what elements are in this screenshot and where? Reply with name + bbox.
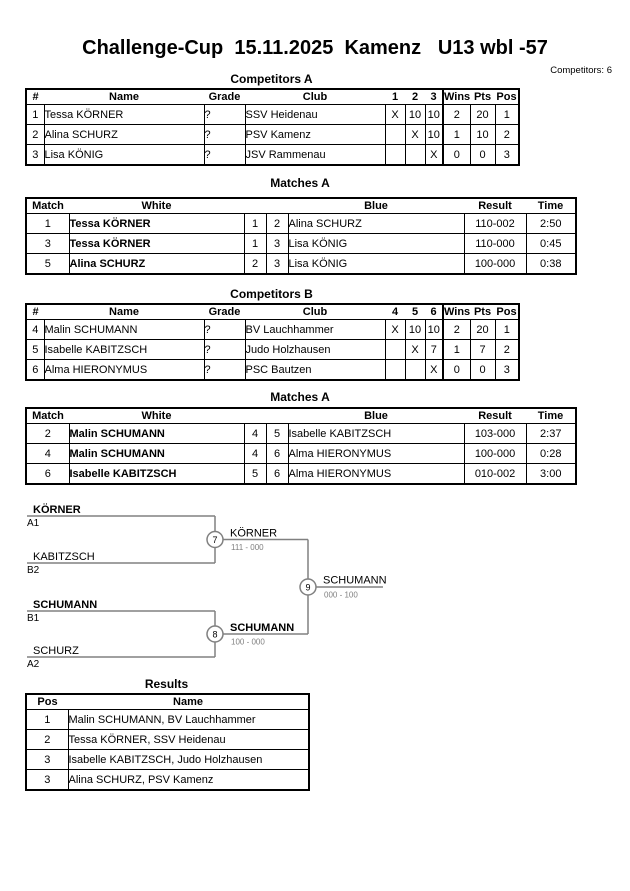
wins-value: 1: [443, 340, 470, 360]
match-result: 010-002: [464, 464, 526, 485]
col-header-grade: Grade: [208, 91, 241, 103]
wins-value: 0: [443, 145, 470, 166]
competitor-number: 6: [26, 360, 44, 381]
elimination-bracket: [0, 498, 630, 676]
white-name: Isabelle KABITZSCH: [69, 464, 244, 485]
col-header-4: 4: [391, 306, 399, 318]
col-header-spacer: [266, 408, 288, 424]
table-header-row: [26, 408, 576, 424]
col-header-wins: Wins: [444, 91, 471, 103]
pos-value: 3: [495, 360, 519, 381]
col-header-2: 2: [411, 91, 419, 103]
result-name: Malin SCHUMANN, BV Lauchhammer: [68, 710, 309, 730]
col-header-club: Club: [302, 91, 328, 103]
competitor-club: PSV Kamenz: [245, 125, 385, 145]
competitor-club: JSV Rammenau: [245, 145, 385, 166]
match-number: 3: [26, 234, 69, 254]
col-header-grade: Grade: [208, 306, 241, 318]
white-draw-number: 4: [244, 424, 266, 444]
match-time: 0:28: [526, 444, 576, 464]
pts-value: 0: [470, 360, 495, 381]
col-header-white: White: [141, 200, 172, 212]
pos-value: 1: [495, 105, 519, 125]
match-result: 103-000: [464, 424, 526, 444]
result-pos: 3: [26, 750, 68, 770]
round-result-1: [385, 340, 405, 360]
competitor-number: 3: [26, 145, 44, 166]
round-result-2: 10: [405, 105, 425, 125]
round-result-3: 10: [425, 320, 443, 340]
competitor-grade: ?: [204, 145, 245, 166]
pos-value: 2: [495, 340, 519, 360]
pos-value: 1: [495, 320, 519, 340]
match-time: 3:00: [526, 464, 576, 485]
matches-a-heading: Matches A: [270, 176, 330, 190]
results-table: [25, 693, 310, 791]
match-row: [26, 424, 576, 444]
page-title: Challenge-Cup 15.11.2025 Kamenz U13 wbl -57: [82, 37, 548, 59]
col-header-blue: Blue: [364, 200, 388, 212]
round-result-1: X: [385, 105, 405, 125]
col-header-time: Time: [537, 200, 564, 212]
pool-a-heading: Competitors A: [230, 72, 313, 86]
winner-score: 111 - 000: [231, 543, 264, 552]
result-row: [26, 710, 309, 730]
match-row: [26, 254, 576, 275]
winner-name: SCHUMANN: [230, 622, 295, 634]
result-pos: 2: [26, 730, 68, 750]
white-draw-number: 1: [244, 214, 266, 234]
blue-draw-number: 5: [266, 424, 288, 444]
competitor-club: Judo Holzhausen: [245, 340, 385, 360]
seed-name: KABITZSCH: [33, 551, 95, 563]
col-header-pos: Pos: [496, 91, 517, 103]
matches-a-table: [25, 197, 577, 275]
white-draw-number: 1: [244, 234, 266, 254]
wins-value: 0: [443, 360, 470, 381]
blue-name: Alma HIERONYMUS: [288, 464, 464, 485]
match-time: 0:45: [526, 234, 576, 254]
competitors-a-table: [25, 88, 520, 166]
result-row: [26, 770, 309, 791]
competitor-name: Tessa KÖRNER: [44, 105, 204, 125]
competitor-club: BV Lauchhammer: [245, 320, 385, 340]
competitor-number: 5: [26, 340, 44, 360]
competitor-number: 4: [26, 320, 44, 340]
match-row: [26, 464, 576, 485]
match-number: 2: [26, 424, 69, 444]
col-header-num: #: [32, 91, 39, 103]
col-header-white: White: [141, 410, 172, 422]
round-result-3: 10: [425, 125, 443, 145]
round-result-3: X: [425, 360, 443, 381]
round-result-3: 7: [425, 340, 443, 360]
result-name: Tessa KÖRNER, SSV Heidenau: [68, 730, 309, 750]
competitor-club: SSV Heidenau: [245, 105, 385, 125]
white-name: Alina SCHURZ: [69, 254, 244, 275]
result-row: [26, 750, 309, 770]
round-result-2: [405, 145, 425, 166]
round-result-1: X: [385, 320, 405, 340]
competitor-name: Malin SCHUMANN: [44, 320, 204, 340]
blue-name: Alina SCHURZ: [288, 214, 464, 234]
winner-name: KÖRNER: [230, 527, 278, 540]
wins-value: 2: [443, 320, 470, 340]
match-row: [26, 214, 576, 234]
match-number: 8: [212, 629, 218, 640]
matches-b-table: [25, 407, 577, 485]
pts-value: 10: [470, 125, 495, 145]
competitors-count: Competitors: 6: [550, 65, 612, 76]
winner-score: 000 - 100: [324, 590, 358, 600]
match-result: 100-000: [464, 444, 526, 464]
match-number: 9: [305, 582, 311, 593]
competitor-row: [26, 360, 519, 381]
wins-value: 1: [443, 125, 470, 145]
results-heading: Results: [144, 677, 189, 691]
col-header-6: 6: [430, 306, 437, 318]
pool-b-heading: Competitors B: [230, 287, 313, 301]
matches-b-heading: Matches A: [270, 390, 330, 404]
white-name: Malin SCHUMANN: [69, 424, 244, 444]
round-result-2: X: [405, 340, 425, 360]
match-time: 2:37: [526, 424, 576, 444]
col-header-name: Name: [109, 91, 139, 103]
competitor-name: Lisa KÖNIG: [44, 145, 204, 166]
result-pos: 3: [26, 770, 68, 791]
result-pos: 1: [26, 710, 68, 730]
round-result-3: X: [425, 145, 443, 166]
blue-name: Lisa KÖNIG: [288, 234, 464, 254]
white-name: Malin SCHUMANN: [69, 444, 244, 464]
match-number: 7: [212, 535, 218, 545]
competitor-row: [26, 145, 519, 166]
pts-value: 0: [470, 145, 495, 166]
col-header-wins: Wins: [444, 306, 471, 318]
result-row: [26, 730, 309, 750]
competitor-row: [26, 105, 519, 125]
round-result-2: [405, 360, 425, 381]
competitor-number: 1: [26, 105, 44, 125]
seed-code: A2: [27, 659, 40, 670]
col-header-match: Match: [32, 410, 64, 422]
competitor-grade: ?: [204, 340, 245, 360]
seed-code: A1: [27, 518, 40, 529]
winner-name: SCHUMANN: [323, 574, 387, 587]
col-header-pts: Pts: [473, 91, 492, 103]
competitors-b-table: [25, 303, 520, 381]
seed-name: KÖRNER: [33, 504, 81, 516]
competitor-grade: ?: [204, 360, 245, 381]
competitor-grade: ?: [204, 125, 245, 145]
match-number: 5: [26, 254, 69, 275]
blue-draw-number: 6: [266, 464, 288, 485]
winner-score: 100 - 000: [231, 637, 265, 647]
pts-value: 20: [470, 320, 495, 340]
competitor-row: [26, 340, 519, 360]
result-name: Alina SCHURZ, PSV Kamenz: [68, 770, 309, 791]
round-result-1: [385, 360, 405, 381]
col-header-3: 3: [430, 91, 437, 103]
blue-draw-number: 2: [266, 214, 288, 234]
blue-draw-number: 3: [266, 234, 288, 254]
match-result: 110-000: [464, 234, 526, 254]
match-time: 2:50: [526, 214, 576, 234]
white-draw-number: 5: [244, 464, 266, 485]
col-header-match: Match: [32, 200, 64, 212]
round-result-1: [385, 145, 405, 166]
col-header-result: Result: [478, 200, 512, 212]
blue-draw-number: 6: [266, 444, 288, 464]
match-result: 100-000: [464, 254, 526, 275]
col-header-result: Result: [478, 410, 512, 422]
match-row: [26, 234, 576, 254]
competitor-name: Isabelle KABITZSCH: [44, 340, 204, 360]
white-name: Tessa KÖRNER: [69, 234, 244, 254]
white-draw-number: 2: [244, 254, 266, 275]
seed-name: SCHURZ: [33, 645, 79, 657]
blue-name: Alma HIERONYMUS: [288, 444, 464, 464]
round-result-2: 10: [405, 320, 425, 340]
col-header-spacer: [244, 198, 266, 214]
seed-code: B2: [27, 565, 40, 576]
blue-name: Isabelle KABITZSCH: [288, 424, 464, 444]
round-result-2: X: [405, 125, 425, 145]
blue-draw-number: 3: [266, 254, 288, 275]
col-header-1: 1: [391, 91, 399, 103]
competitor-number: 2: [26, 125, 44, 145]
table-header-row: [26, 304, 519, 320]
col-header-time: Time: [537, 410, 564, 422]
col-header-5: 5: [411, 306, 419, 318]
pts-value: 20: [470, 105, 495, 125]
match-row: [26, 444, 576, 464]
col-header-name: Name: [173, 696, 203, 708]
seed-code: B1: [27, 613, 40, 624]
match-number: 6: [26, 464, 69, 485]
match-time: 0:38: [526, 254, 576, 275]
col-header-spacer: [244, 408, 266, 424]
table-header-row: [26, 694, 309, 710]
result-name: Isabelle KABITZSCH, Judo Holzhausen: [68, 750, 309, 770]
col-header-club: Club: [302, 306, 328, 318]
table-header-row: [26, 89, 519, 105]
white-name: Tessa KÖRNER: [69, 214, 244, 234]
col-header-spacer: [266, 198, 288, 214]
competitor-grade: ?: [204, 320, 245, 340]
col-header-num: #: [32, 306, 39, 318]
col-header-pts: Pts: [473, 306, 492, 318]
pts-value: 7: [470, 340, 495, 360]
round-result-3: 10: [425, 105, 443, 125]
blue-name: Lisa KÖNIG: [288, 254, 464, 275]
competitor-row: [26, 125, 519, 145]
col-header-name: Name: [109, 306, 139, 318]
seed-name: SCHUMANN: [33, 599, 98, 611]
competitor-grade: ?: [204, 105, 245, 125]
match-number: 1: [26, 214, 69, 234]
col-header-pos: Pos: [496, 306, 517, 318]
col-header-blue: Blue: [364, 410, 388, 422]
match-number: 4: [26, 444, 69, 464]
pos-value: 2: [495, 125, 519, 145]
col-header-pos: Pos: [37, 696, 58, 708]
competitor-name: Alma HIERONYMUS: [44, 360, 204, 381]
table-header-row: [26, 198, 576, 214]
competitor-club: PSC Bautzen: [245, 360, 385, 381]
white-draw-number: 4: [244, 444, 266, 464]
competitor-row: [26, 320, 519, 340]
pos-value: 3: [495, 145, 519, 166]
competitor-name: Alina SCHURZ: [44, 125, 204, 145]
round-result-1: [385, 125, 405, 145]
match-result: 110-002: [464, 214, 526, 234]
wins-value: 2: [443, 105, 470, 125]
